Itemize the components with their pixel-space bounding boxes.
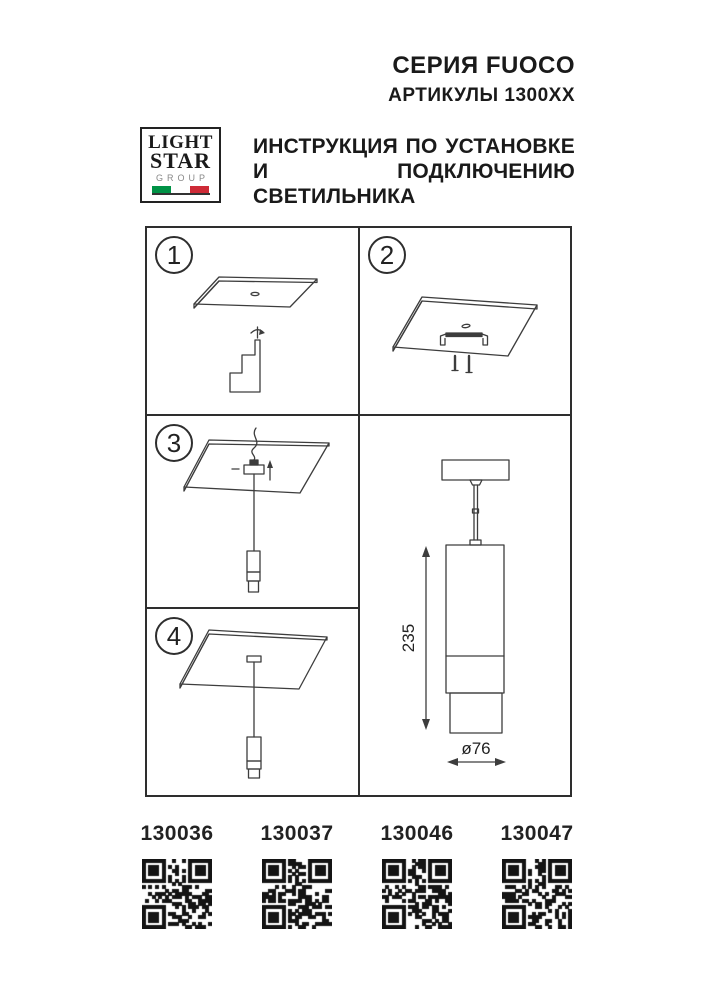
qr-code (142, 859, 212, 929)
article-item (477, 822, 597, 934)
article-number: 130036 (140, 822, 214, 845)
italian-flag-bar (152, 186, 210, 195)
page-title (253, 134, 575, 209)
lightstar-logo (140, 127, 221, 203)
step-panel-1 (147, 228, 360, 416)
step-panel-2 (360, 228, 570, 416)
article-number: 130037 (260, 822, 334, 845)
flag-white-segment (171, 186, 190, 193)
step-number-badge: 1 (155, 236, 193, 274)
logo-word-light: LIGHT (148, 132, 213, 153)
flag-green-segment (152, 186, 171, 193)
step-panel-3 (147, 416, 360, 609)
step-number-badge: 2 (368, 236, 406, 274)
document-header (388, 52, 575, 108)
title-line-1: ИНСТРУКЦИЯ ПО УСТАНОВКЕ (253, 135, 575, 158)
article-item (237, 822, 357, 934)
step-number-badge: 3 (155, 424, 193, 462)
article-number: 130046 (380, 822, 454, 845)
article-item (117, 822, 237, 934)
pendant-dimension-drawing (360, 416, 570, 795)
step-panel-4 (147, 609, 360, 795)
article-item (357, 822, 477, 934)
articles-subtitle: АРТИКУЛЫ 1300XX (388, 85, 575, 106)
qr-code (382, 859, 452, 929)
height-dimension-label: 235 (399, 623, 418, 653)
logo-word-star: STAR (149, 148, 212, 173)
logo-word-group: GROUP (155, 173, 209, 183)
diameter-dimension-label: ø76 (461, 739, 491, 758)
title-line-2: И ПОДКЛЮЧЕНИЮ СВЕТИЛЬНИКА (253, 160, 575, 208)
article-list (117, 822, 597, 934)
instruction-grid (145, 226, 572, 797)
dimension-panel (360, 416, 570, 795)
flag-red-segment (190, 186, 209, 193)
series-title: СЕРИЯ FUOCO (392, 52, 575, 79)
article-number: 130047 (500, 822, 574, 845)
step-number-badge: 4 (155, 617, 193, 655)
qr-code (262, 859, 332, 929)
qr-code (502, 859, 572, 929)
